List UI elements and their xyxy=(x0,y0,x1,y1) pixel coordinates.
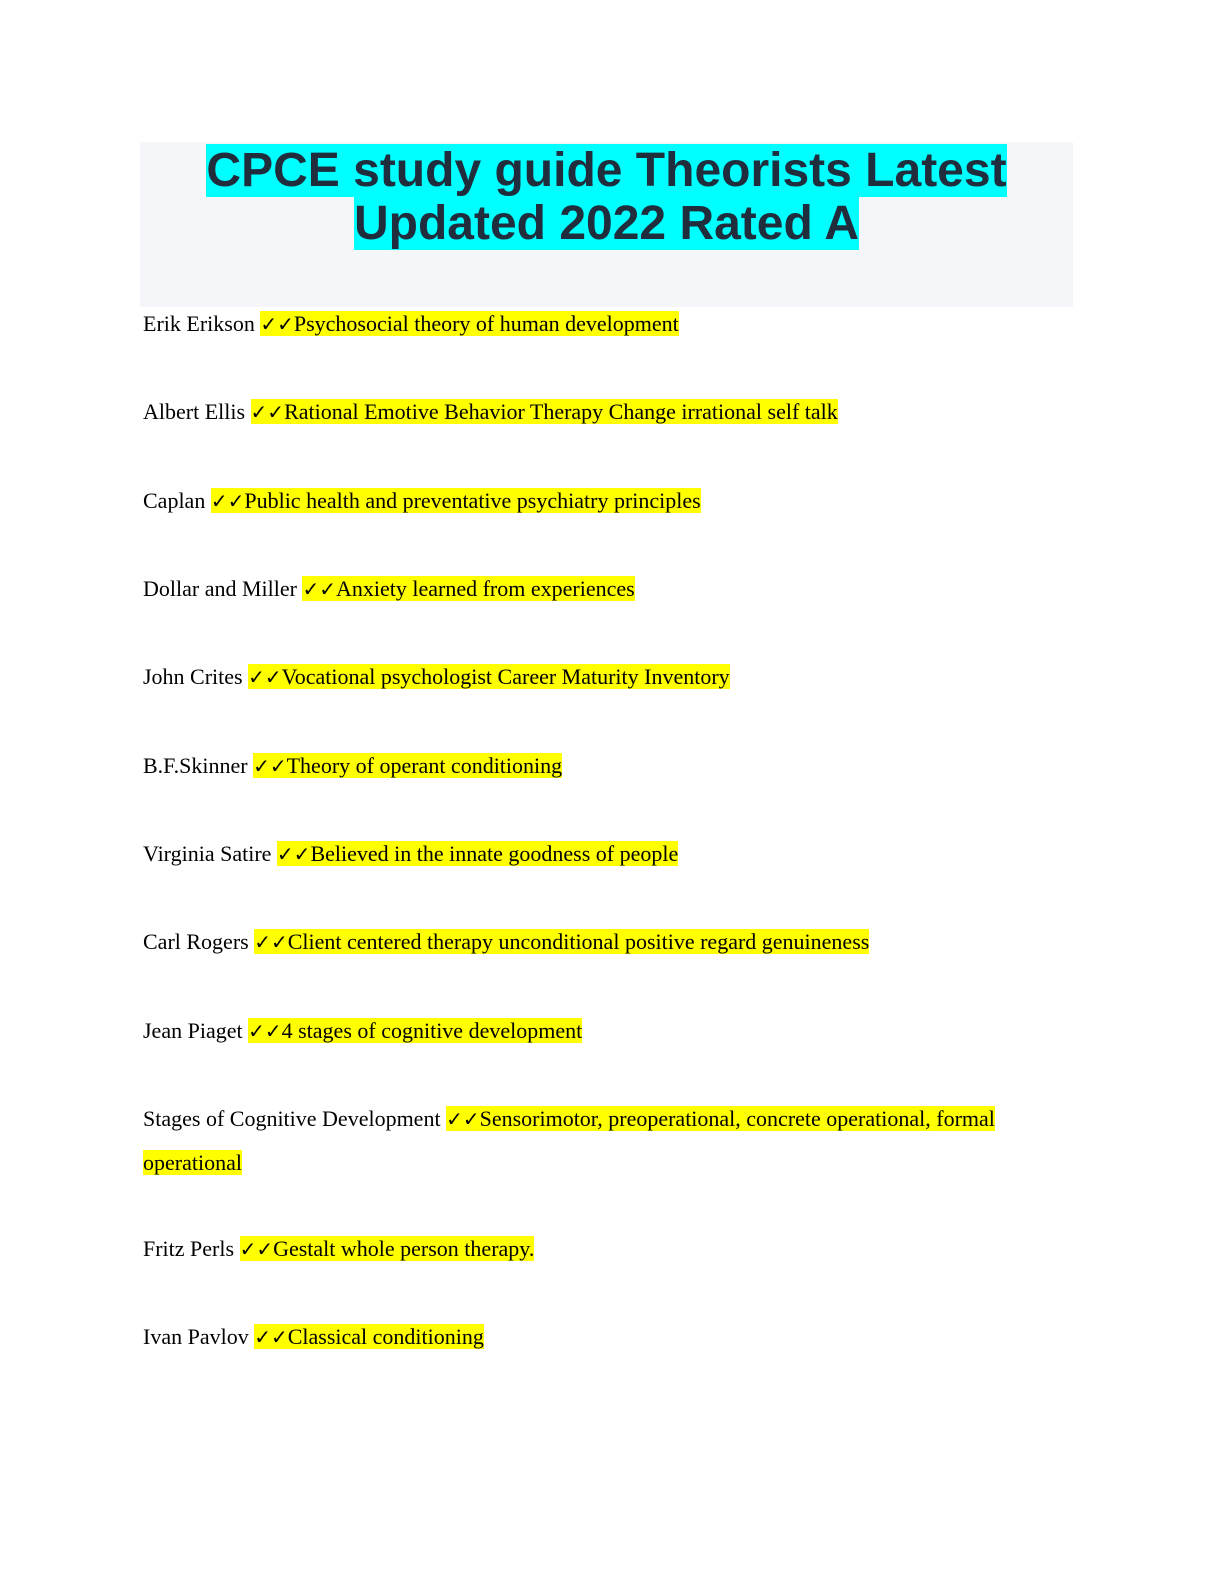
entry-definition: Psychosocial theory of human development xyxy=(293,311,679,336)
checkmark-icon: ✓✓ xyxy=(446,1107,480,1131)
entry-definition: Theory of operant conditioning xyxy=(286,753,563,778)
entry-definition-highlight xyxy=(254,1324,484,1349)
entry-term: Caplan xyxy=(143,488,206,513)
entry-definition: Rational Emotive Behavior Therapy Change irrational self talk xyxy=(284,399,838,424)
entry-definition: Client centered therapy unconditional positive regard genuineness xyxy=(287,929,870,954)
entry-term: B.F.Skinner xyxy=(143,753,248,778)
checkmark-icon: ✓✓ xyxy=(239,1237,274,1261)
entry-term: Ivan Pavlov xyxy=(143,1324,249,1349)
entry-term: Carl Rogers xyxy=(143,929,249,954)
entry xyxy=(143,1315,1078,1359)
entry-term: Albert Ellis xyxy=(143,399,246,424)
entry-definition: Believed in the innate goodness of people xyxy=(310,841,679,866)
entry xyxy=(143,744,1078,788)
entry-term: Dollar and Miller xyxy=(143,576,297,601)
entry xyxy=(143,479,1078,523)
checkmark-icon: ✓✓ xyxy=(302,577,336,601)
entry xyxy=(143,1227,1078,1271)
checkmark-icon: ✓✓ xyxy=(248,665,282,689)
entry-term: Jean Piaget xyxy=(143,1018,243,1043)
entry-definition: Vocational psychologist Career Maturity Inventory xyxy=(281,664,730,689)
entry-definition: Public health and preventative psychiatry principles xyxy=(244,488,701,513)
checkmark-icon: ✓✓ xyxy=(254,1325,288,1349)
entry-definition: 4 stages of cognitive development xyxy=(281,1018,583,1043)
entry xyxy=(143,832,1078,876)
entry-term: Erik Erikson xyxy=(143,311,255,336)
entry xyxy=(143,390,1078,434)
entry-definition-highlight xyxy=(253,753,562,778)
entry xyxy=(143,920,1078,964)
entry xyxy=(143,1097,1078,1185)
entry xyxy=(143,1009,1078,1053)
entry-definition-highlight xyxy=(254,929,869,954)
entry-definition-highlight xyxy=(248,664,730,689)
checkmark-icon: ✓✓ xyxy=(253,754,287,778)
entry xyxy=(143,655,1078,699)
entry-term: John Crites xyxy=(143,664,243,689)
checkmark-icon: ✓✓ xyxy=(250,400,285,424)
title-block xyxy=(140,142,1073,307)
entry-term: Fritz Perls xyxy=(143,1236,235,1261)
entry xyxy=(143,567,1078,611)
entry-definition: Anxiety learned from experiences xyxy=(335,576,635,601)
entry-definition: Gestalt whole person therapy. xyxy=(273,1236,535,1261)
title-line-1: CPCE study guide Theorists Latest xyxy=(206,144,1007,197)
entry-definition: Classical conditioning xyxy=(287,1324,484,1349)
document-title xyxy=(140,144,1073,250)
checkmark-icon: ✓✓ xyxy=(260,312,294,336)
checkmark-icon: ✓✓ xyxy=(276,842,311,866)
title-line-2: Updated 2022 Rated A xyxy=(353,197,860,250)
checkmark-icon: ✓✓ xyxy=(210,489,245,513)
entry-term: Virginia Satire xyxy=(143,841,272,866)
entry-definition-highlight xyxy=(302,576,634,601)
checkmark-icon: ✓✓ xyxy=(248,1019,282,1043)
entry-term: Stages of Cognitive Development xyxy=(143,1106,441,1131)
entry xyxy=(143,302,1078,346)
entry-definition-highlight xyxy=(248,1018,582,1043)
entry-definition-highlight xyxy=(240,1236,535,1261)
entry-definition-highlight xyxy=(211,488,701,513)
entry-definition-highlight xyxy=(251,399,838,424)
checkmark-icon: ✓✓ xyxy=(254,930,288,954)
entry-definition-highlight xyxy=(260,311,678,336)
entry-definition: Sensorimotor, preoperational, concrete operational, formal operational xyxy=(143,1106,995,1175)
entry-definition-highlight xyxy=(277,841,678,866)
